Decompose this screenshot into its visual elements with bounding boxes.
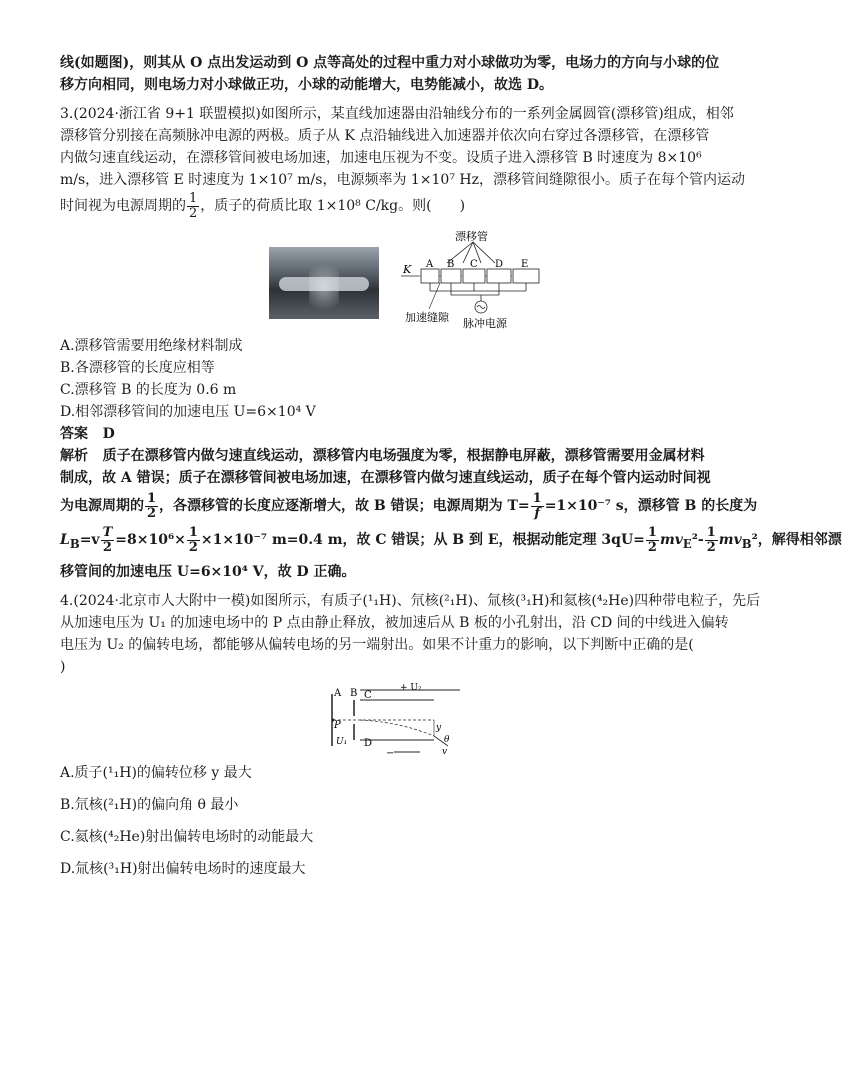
label-A: A xyxy=(426,259,434,270)
label-K: K xyxy=(403,263,412,276)
q4-option-a: A.质子(¹₁H)的偏转位移 y 最大 xyxy=(60,764,252,781)
label-D: D xyxy=(495,259,504,270)
q3-line-5-tail: ，质子的荷质比取 1×10⁸ C/kg。则( ) xyxy=(200,198,466,214)
label-P: P xyxy=(334,719,341,731)
label-v: v xyxy=(442,746,448,757)
accelerator-photo xyxy=(269,247,379,319)
q3-line-3: 内做匀速直线运动，在漂移管间被电场加速，加速电压视为不变。设质子进入漂移管 B 时速度为 8×10⁶ xyxy=(60,150,702,166)
q3-analysis-line-4: $L_B=v$ $\frac{T}{2}$ =8×10⁶× $\frac{1}{2}$ ×1×10⁻⁷ m=0.4 m，故 C 错误；从 B 到 E，根据动能定理 3qU= $\frac{1}{2}$ $mv_E^2-$ $\frac{1}{2}$ $mv_B^2$，解得相邻漂 xyxy=(60,524,842,555)
drift-tube-diagram xyxy=(401,229,541,329)
q3-line-4: m/s，进入漂移管 E 时速度为 1×10⁷ m/s，电源频率为 1×10⁷ Hz，漂移管间缝隙很小。质子在每个管内运动 xyxy=(60,172,745,188)
page xyxy=(60,52,842,880)
q3-figure xyxy=(60,229,750,329)
question-3 xyxy=(60,103,842,583)
q3-analysis-line-2: 制成，故 A 错误；质子在漂移管间被电场加速，在漂移管内做匀速直线运动，质子在每个管内运动时间视 xyxy=(60,470,711,486)
label-theta: θ xyxy=(444,734,450,745)
q3-analysis-line-3: 为电源周期的 $\frac{1}{2}$ ，各漂移管的长度应逐渐增大，故 B 错误；电源周期为 T= $\frac{1}{f}$ =1×10⁻⁷ s，漂移管 B 的长度为 xyxy=(60,490,758,521)
intro-line-2: 移方向相同，则电场力对小球做正功，小球的动能增大，电势能减小，故选 D。 xyxy=(60,77,554,93)
label-drift-pipes: 漂移管 xyxy=(455,230,488,243)
q3-line-1: 3.(2024·浙江省 9+1 联盟模拟)如图所示，某直线加速器由沿轴线分布的一系列金属圆管(漂移管)组成，相邻 xyxy=(60,106,734,122)
label-plate-A: A xyxy=(334,687,342,699)
q4-figure xyxy=(60,684,750,758)
intro-line-1: 线(如题图)，则其从 O 点出发运动到 O 点等高处的过程中重力对小球做功为零，电场力的方向与小球的位 xyxy=(60,55,720,71)
label-minus: − xyxy=(386,747,395,759)
label-U1: U₁ xyxy=(336,736,348,747)
q4-line-2: 从加速电压为 U₁ 的加速电场中的 P 点由静止释放，被加速后从 B 板的小孔射出，沿 CD 间的中线进入偏转 xyxy=(60,614,729,631)
q3-analysis-line-5: 移管间的加速电压 U=6×10⁴ V，故 D 正确。 xyxy=(60,563,356,580)
q3-answer: 答案 D xyxy=(60,426,115,442)
label-U2: + U₂ xyxy=(400,682,422,693)
label-plate-D: D xyxy=(364,737,373,749)
label-y: y xyxy=(436,722,442,733)
fraction-half: $\frac{1}{2}$ xyxy=(189,190,198,221)
label-plate-B: B xyxy=(350,687,358,699)
q4-option-b: B.氘核(²₁H)的偏向角 θ 最小 xyxy=(60,796,239,813)
label-C: C xyxy=(470,259,478,270)
q4-option-c: C.氦核(⁴₂He)射出偏转电场时的动能最大 xyxy=(60,828,314,845)
q4-line-1: 4.(2024·北京市人大附中一模)如图所示，有质子(¹₁H)、氘核(²₁H)、氚核(³₁H)和氦核(⁴₂He)四种带电粒子，先后 xyxy=(60,592,761,609)
q4-option-d: D.氚核(³₁H)射出偏转电场时的速度最大 xyxy=(60,860,306,877)
q3-line-5 xyxy=(60,191,750,221)
label-E: E xyxy=(521,259,529,270)
label-pulse-source: 脉冲电源 xyxy=(463,317,507,330)
q3-analysis-line-1: 解析 质子在漂移管内做匀速直线运动，漂移管内电场强度为零，根据静电屏蔽，漂移管需要用金属材料 xyxy=(60,448,705,464)
q3-option-b: B.各漂移管的长度应相等 xyxy=(60,360,215,376)
q4-line-4: ) xyxy=(60,658,66,675)
q3-option-c: C.漂移管 B 的长度为 0.6 m xyxy=(60,382,237,398)
label-gap: 加速缝隙 xyxy=(405,311,449,324)
deflection-field-diagram xyxy=(330,684,480,758)
label-B: B xyxy=(447,259,455,270)
q3-line-2: 漂移管分别接在高频脉冲电源的两极。质子从 K 点沿轴线进入加速器并依次向右穿过各漂移管，在漂移管 xyxy=(60,128,710,144)
q3-option-d: D.相邻漂移管间的加速电压 U=6×10⁴ V xyxy=(60,404,316,420)
q3-line-5-text: 时间视为电源周期的 xyxy=(60,198,186,214)
q3-option-a: A.漂移管需要用绝缘材料制成 xyxy=(60,338,243,354)
label-plate-C: C xyxy=(364,689,372,701)
q4-line-3: 电压为 U₂ 的偏转电场，都能够从偏转电场的另一端射出。如果不计重力的影响，以下判断中正确的是( xyxy=(60,636,694,653)
question-4 xyxy=(60,590,761,880)
